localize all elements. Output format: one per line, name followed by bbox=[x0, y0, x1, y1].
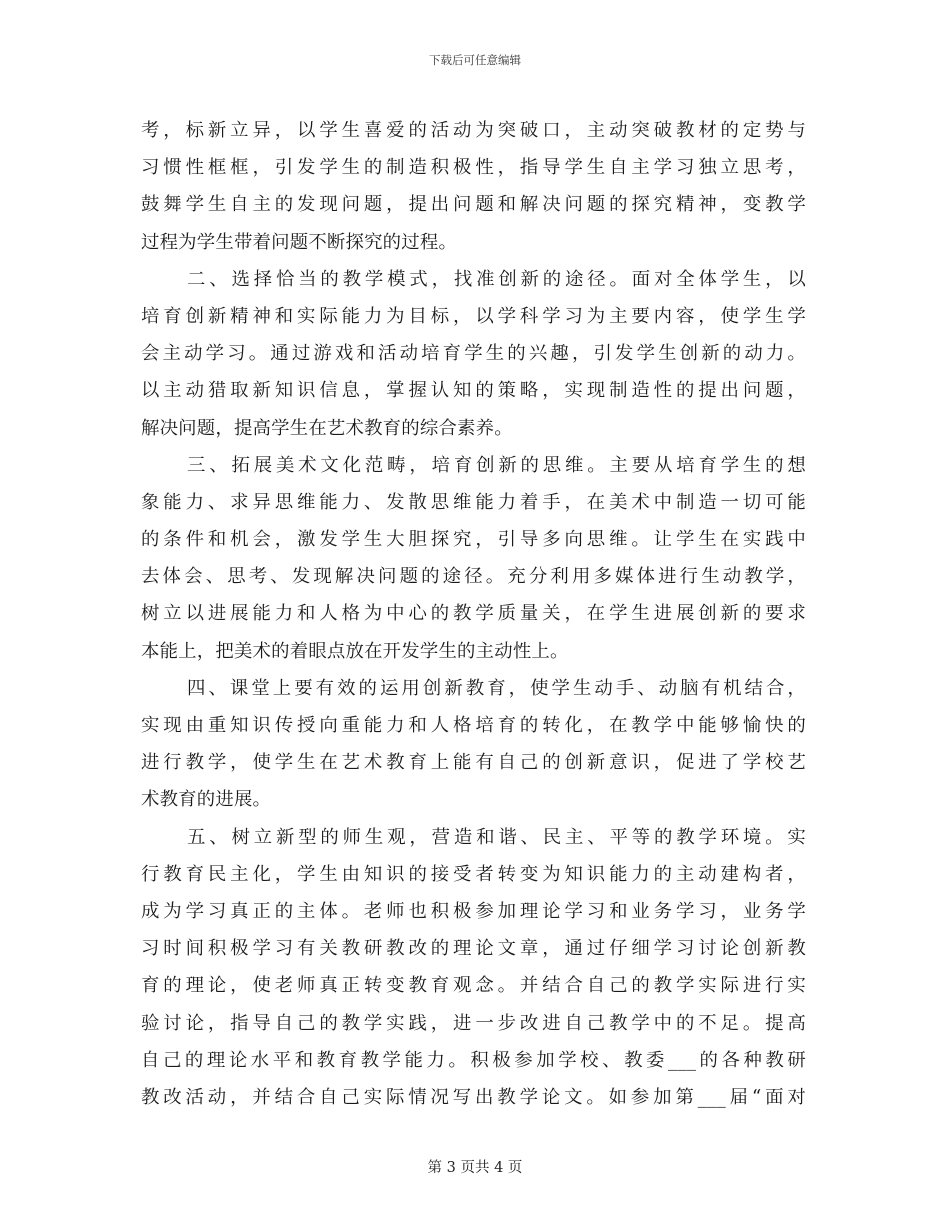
paragraph bbox=[141, 112, 806, 261]
paragraph-line: 鼓舞学生自主的发现问题，提出问题和解决问题的探究精神，变教学 bbox=[141, 194, 806, 216]
paragraph-line: 术教育的进展。 bbox=[141, 789, 272, 811]
paragraph-line: 象能力、求异思维能力、发散思维能力着手，在美术中制造一切可能 bbox=[141, 491, 806, 513]
page-header: 下载后可任意编辑 bbox=[429, 53, 521, 67]
paragraph-line: 教改活动，并结合自己实际情况写出教学论文。如参加第___届“面对 bbox=[141, 1086, 806, 1108]
paragraph-line: 进行教学，使学生在艺术教育上能有自己的创新意识，促进了学校艺 bbox=[141, 752, 806, 774]
paragraph-line: 四、课堂上要有效的运用创新教育，使学生动手、动脑有机结合， bbox=[187, 677, 806, 699]
paragraph-line: 二、选择恰当的教学模式，找准创新的途径。面对全体学生，以 bbox=[187, 268, 806, 290]
paragraph-line: 过程为学生带着问题不断探究的过程。 bbox=[141, 231, 458, 253]
paragraph bbox=[141, 670, 806, 819]
paragraph-line: 会主动学习。通过游戏和活动培育学生的兴趣，引发学生创新的动力。 bbox=[141, 343, 806, 365]
paragraph bbox=[141, 819, 806, 1117]
paragraph-line: 行教育民主化，学生由知识的接受者转变为知识能力的主动建构者， bbox=[141, 863, 806, 885]
paragraph-line: 本能上，把美术的着眼点放在开发学生的主动性上。 bbox=[141, 640, 569, 662]
paragraph-line: 育的理论，使老师真正转变教育观念。并结合自己的教学实际进行实 bbox=[141, 975, 806, 997]
paragraph-line: 习时间积极学习有关教研教改的理论文章，通过仔细学习讨论创新教 bbox=[141, 938, 806, 960]
page-footer: 第 3 页共 4 页 bbox=[427, 1160, 523, 1176]
paragraph-line: 习惯性框框，引发学生的制造积极性，指导学生自主学习独立思考， bbox=[141, 157, 806, 179]
paragraph-line: 树立以进展能力和人格为中心的教学质量关，在学生进展创新的要求 bbox=[141, 603, 806, 625]
paragraph-line: 以主动猎取新知识信息，掌握认知的策略，实现制造性的提出问题， bbox=[141, 380, 806, 402]
paragraph-line: 实现由重知识传授向重能力和人格培育的转化，在教学中能够愉快的 bbox=[141, 715, 806, 736]
paragraph-line: 考，标新立异，以学生喜爱的活动为突破口，主动突破教材的定势与 bbox=[141, 120, 806, 141]
paragraph bbox=[141, 261, 806, 447]
paragraph-line: 解决问题，提高学生在艺术教育的综合素养。 bbox=[141, 417, 513, 439]
paragraph-line: 去体会、思考、发现解决问题的途径。充分利用多媒体进行生动教学， bbox=[141, 566, 806, 588]
paragraph-line: 成为学习真正的主体。老师也积极参加理论学习和业务学习，业务学 bbox=[141, 900, 806, 922]
paragraph-line: 三、拓展美术文化范畴，培育创新的思维。主要从培育学生的想 bbox=[187, 454, 806, 476]
paragraph-line: 验讨论，指导自己的教学实践，进一步改进自己教学中的不足。提高 bbox=[141, 1012, 806, 1034]
paragraph-line: 自己的理论水平和教育教学能力。积极参加学校、教委___的各种教研 bbox=[141, 1049, 806, 1071]
paragraph-line: 培育创新精神和实际能力为目标，以学科学习为主要内容，使学生学 bbox=[141, 305, 806, 327]
document-body bbox=[141, 112, 806, 1116]
paragraph bbox=[141, 447, 806, 670]
paragraph-line: 的条件和机会，激发学生大胆探究，引导多向思维。让学生在实践中 bbox=[141, 529, 806, 551]
paragraph-line: 五、树立新型的师生观，营造和谐、民主、平等的教学环境。实 bbox=[187, 826, 806, 848]
